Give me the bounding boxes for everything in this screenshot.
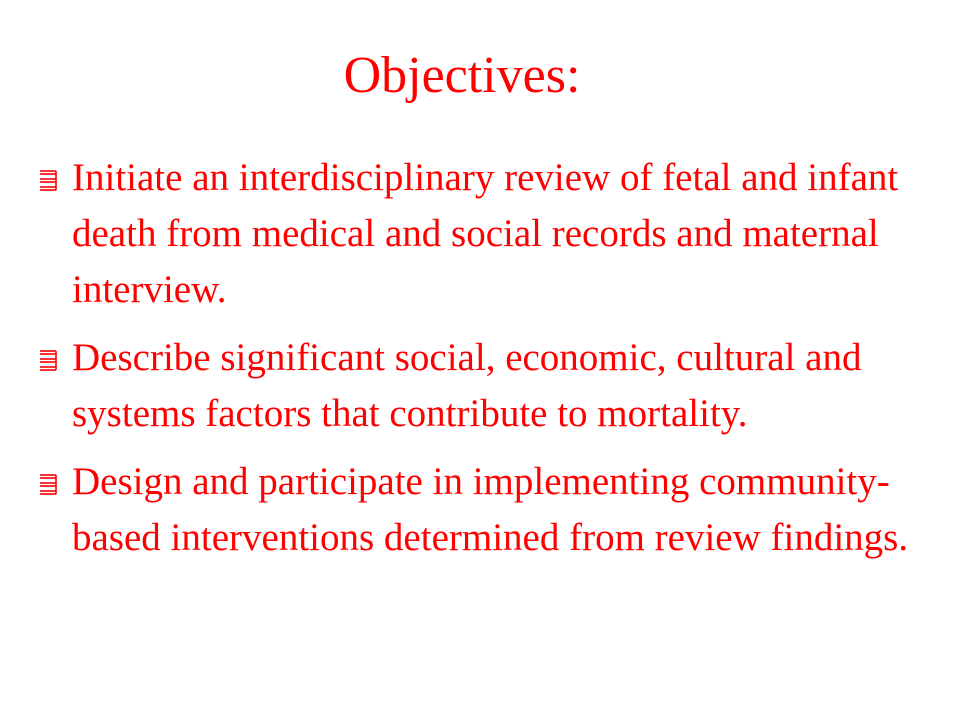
list-item xyxy=(32,150,932,318)
list-item-text: Describe significant social, economic, cultural and systems factors that contribute to mortality. xyxy=(72,336,862,435)
list-item-text: Design and participate in implementing community-based interventions determined from review findings. xyxy=(72,460,909,559)
list-item xyxy=(32,454,932,566)
list-item xyxy=(32,330,932,442)
list-item-text: Initiate an interdisciplinary review of fetal and infant death from medical and social records and maternal interview. xyxy=(72,156,899,311)
objectives-list xyxy=(32,150,932,578)
three-lines-bullet-icon xyxy=(38,168,60,194)
three-lines-bullet-icon xyxy=(38,472,60,498)
slide-title: Objectives: xyxy=(343,47,581,104)
three-lines-bullet-icon xyxy=(38,348,60,374)
